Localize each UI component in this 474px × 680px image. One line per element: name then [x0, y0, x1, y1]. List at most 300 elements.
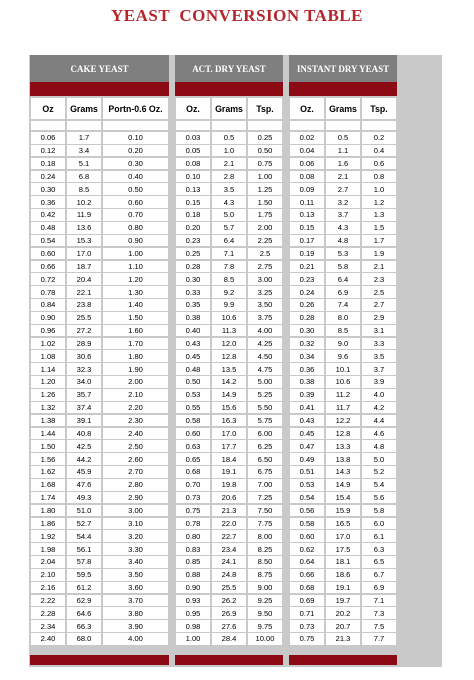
table-cell: 4.50	[248, 350, 282, 362]
table-cell: 0.72	[31, 273, 65, 285]
table-cell: 7.8	[212, 261, 246, 273]
column-header: Tsp.	[248, 98, 282, 119]
table-cell: 0.2	[362, 132, 396, 144]
table-cell: 0.40	[176, 325, 210, 337]
table-cell: 7.1	[212, 248, 246, 260]
table-cell: 1.7	[362, 235, 396, 247]
table-cell: 64.6	[67, 607, 101, 619]
table-cell: 27.6	[212, 620, 246, 632]
table-cell: 2.25	[248, 235, 282, 247]
table-cell: 8.25	[248, 543, 282, 555]
table-cell: 1.32	[31, 402, 65, 414]
table-cell: 3.90	[103, 620, 168, 632]
table-cell: 0.28	[290, 312, 324, 324]
table-cell: 14.9	[326, 479, 360, 491]
table-cell: 3.00	[248, 273, 282, 285]
table-cell: 6.4	[326, 273, 360, 285]
table-cell: 30.6	[67, 350, 101, 362]
table-cell: 6.00	[248, 428, 282, 440]
table-cell: 3.25	[248, 286, 282, 298]
table-cell: 14.9	[212, 389, 246, 401]
table-cell: 2.40	[103, 428, 168, 440]
table-cell: 9.50	[248, 607, 282, 619]
table-cell: 7.5	[362, 620, 396, 632]
table-cell: 2.80	[103, 479, 168, 491]
table-cell: 2.60	[103, 453, 168, 465]
table-cell: 1.62	[31, 466, 65, 478]
table-cell: 0.06	[290, 158, 324, 170]
table-cell: 1.80	[31, 505, 65, 517]
table-cell: 0.30	[290, 325, 324, 337]
table-cell: 0.50	[103, 183, 168, 195]
table-cell: 17.0	[212, 428, 246, 440]
table-cell: 26.9	[212, 607, 246, 619]
group-header-instant-dry-yeast: INSTANT DRY YEAST	[289, 55, 397, 82]
table-cell: 19.7	[326, 595, 360, 607]
table-cell: 1.75	[248, 209, 282, 221]
table-cell: 0.75	[176, 505, 210, 517]
table-cell: 8.5	[67, 183, 101, 195]
table-cell: 2.20	[103, 402, 168, 414]
table-cell: 10.00	[248, 633, 282, 645]
table-cell: 2.10	[31, 569, 65, 581]
table-cell: 1.98	[31, 543, 65, 555]
table-cell: 0.17	[290, 235, 324, 247]
table-cell: 9.00	[248, 582, 282, 594]
table-cell: 7.00	[248, 479, 282, 491]
table-cell: 0.21	[290, 261, 324, 273]
table-cell: 0.60	[31, 248, 65, 260]
table-cell: 59.5	[67, 569, 101, 581]
table-cell: 0.80	[103, 222, 168, 234]
column-header: Oz.	[290, 98, 324, 119]
table-cell: 0.36	[31, 196, 65, 208]
table-cell: 7.75	[248, 518, 282, 530]
table-cell: 1.3	[362, 209, 396, 221]
table-cell: 0.6	[362, 158, 396, 170]
table-cell: 20.6	[212, 492, 246, 504]
table-cell: 1.5	[362, 222, 396, 234]
table-cell: 14.2	[212, 376, 246, 388]
table-cell: 3.80	[103, 607, 168, 619]
table-cell: 2.04	[31, 556, 65, 568]
table-cell: 8.50	[248, 556, 282, 568]
table-cell: 2.75	[248, 261, 282, 273]
table-cell: 44.2	[67, 453, 101, 465]
table-cell: 54.4	[67, 530, 101, 542]
table-cell: 2.3	[362, 273, 396, 285]
table-cell: 0.33	[176, 286, 210, 298]
column-header: Grams	[212, 98, 246, 119]
table-cell: 51.0	[67, 505, 101, 517]
table-cell: 2.30	[103, 415, 168, 427]
table-cell: 6.3	[362, 543, 396, 555]
table-cell: 4.25	[248, 338, 282, 350]
table-cell: 0.49	[290, 453, 324, 465]
table-cell: 24.8	[212, 569, 246, 581]
table-cell: 0.50	[176, 376, 210, 388]
table-cell: 0.06	[31, 132, 65, 144]
table-cell: 24.1	[212, 556, 246, 568]
table-cell: 4.4	[362, 415, 396, 427]
table-cell: 2.10	[103, 389, 168, 401]
table-cell: 4.3	[212, 196, 246, 208]
table-cell: 1.2	[362, 196, 396, 208]
table-cell: 52.7	[67, 518, 101, 530]
table-cell: 1.74	[31, 492, 65, 504]
table-cell: 0.85	[176, 556, 210, 568]
table-cell: 0.70	[103, 209, 168, 221]
table-cell: 5.50	[248, 402, 282, 414]
table-cell: 0.04	[290, 145, 324, 157]
table-cell: 20.2	[326, 607, 360, 619]
table-cell: 18.1	[326, 556, 360, 568]
table-cell: 2.5	[362, 286, 396, 298]
table-cell: 10.6	[326, 376, 360, 388]
table-cell: 0.13	[290, 209, 324, 221]
table-cell: 2.5	[248, 248, 282, 260]
table-cell: 2.9	[362, 312, 396, 324]
table-cell: 6.5	[362, 556, 396, 568]
table-cell: 0.23	[176, 235, 210, 247]
table-cell: 4.00	[103, 633, 168, 645]
table-cell: 3.7	[326, 209, 360, 221]
table-cell: 42.5	[67, 440, 101, 452]
table-cell: 2.1	[212, 158, 246, 170]
table-cell: 3.9	[362, 376, 396, 388]
table-cell: 0.30	[103, 158, 168, 170]
table-cell: 0.19	[290, 248, 324, 260]
table-cell: 5.25	[248, 389, 282, 401]
table-cell: 1.08	[31, 350, 65, 362]
table-cell: 1.90	[103, 363, 168, 375]
table-cell: 6.4	[212, 235, 246, 247]
table-cell: 0.40	[103, 171, 168, 183]
table-cell: 0.60	[103, 196, 168, 208]
table-cell: 2.90	[103, 492, 168, 504]
table-cell: 0.62	[290, 543, 324, 555]
table-cell: 22.0	[212, 518, 246, 530]
table-cell: 0.64	[290, 556, 324, 568]
table-cell: 19.8	[212, 479, 246, 491]
table-cell: 0.66	[290, 569, 324, 581]
table-cell: 6.9	[326, 286, 360, 298]
table-cell: 49.3	[67, 492, 101, 504]
table-cell: 2.16	[31, 582, 65, 594]
table-cell: 62.9	[67, 595, 101, 607]
table-cell: 12.0	[212, 338, 246, 350]
table-cell: 4.8	[326, 235, 360, 247]
table-cell: 10.2	[67, 196, 101, 208]
table-cell: 3.50	[103, 569, 168, 581]
table-cell: 2.00	[103, 376, 168, 388]
table-cell: 16.5	[326, 518, 360, 530]
table-cell: 3.4	[67, 145, 101, 157]
table-cell: 20.4	[67, 273, 101, 285]
table-cell: 8.0	[326, 312, 360, 324]
table-cell: 1.02	[31, 338, 65, 350]
table-cell: 1.60	[103, 325, 168, 337]
table-cell: 22.7	[212, 530, 246, 542]
table-cell: 1.6	[326, 158, 360, 170]
table-cell: 0.48	[176, 363, 210, 375]
column-header: Tsp.	[362, 98, 396, 119]
table-cell: 5.7	[212, 222, 246, 234]
table-cell: 5.00	[248, 376, 282, 388]
table-cell: 0.58	[176, 415, 210, 427]
table-cell: 0.05	[176, 145, 210, 157]
table-cell: 3.1	[362, 325, 396, 337]
table-cell: 0.58	[290, 518, 324, 530]
table-cell: 0.43	[176, 338, 210, 350]
table-cell: 0.53	[290, 479, 324, 491]
table-cell: 0.68	[290, 582, 324, 594]
table-cell: 2.8	[212, 171, 246, 183]
table-cell: 0.54	[31, 235, 65, 247]
table-cell: 0.03	[176, 132, 210, 144]
table-cell: 0.51	[290, 466, 324, 478]
table-cell: 11.2	[326, 389, 360, 401]
table-cell: 4.75	[248, 363, 282, 375]
spacer-cell	[67, 121, 101, 130]
table-cell: 0.28	[176, 261, 210, 273]
table-cell: 15.4	[326, 492, 360, 504]
table-cell: 18.6	[326, 569, 360, 581]
table-cell: 0.78	[31, 286, 65, 298]
table-cell: 10.1	[326, 363, 360, 375]
table-cell: 47.6	[67, 479, 101, 491]
column-header: Portn-0.6 Oz.	[103, 98, 168, 119]
table-cell: 2.34	[31, 620, 65, 632]
table-cell: 4.3	[326, 222, 360, 234]
table-cell: 0.23	[290, 273, 324, 285]
table-cell: 1.50	[248, 196, 282, 208]
group-red-bar	[289, 82, 397, 96]
table-cell: 34.0	[67, 376, 101, 388]
table-cell: 66.3	[67, 620, 101, 632]
table-cell: 0.18	[31, 158, 65, 170]
group-header-cake-yeast: CAKE YEAST	[30, 55, 169, 82]
table-cell: 0.90	[31, 312, 65, 324]
table-cell: 1.38	[31, 415, 65, 427]
table-cell: 17.5	[326, 543, 360, 555]
table-cell: 0.24	[31, 171, 65, 183]
table-cell: 3.5	[362, 350, 396, 362]
table-cell: 10.6	[212, 312, 246, 324]
table-cell: 0.15	[290, 222, 324, 234]
table-cell: 11.3	[212, 325, 246, 337]
spacer-cell	[290, 121, 324, 130]
table-cell: 9.6	[326, 350, 360, 362]
table-cell: 0.34	[290, 350, 324, 362]
table-cell: 4.2	[362, 402, 396, 414]
table-cell: 0.88	[176, 569, 210, 581]
spacer-cell	[31, 121, 65, 130]
table-cell: 1.44	[31, 428, 65, 440]
table-cell: 3.40	[103, 556, 168, 568]
table-cell: 0.38	[176, 312, 210, 324]
spacer-cell	[176, 121, 210, 130]
table-cell: 1.14	[31, 363, 65, 375]
table-cell: 9.25	[248, 595, 282, 607]
table-cell: 0.71	[290, 607, 324, 619]
table-cell: 0.84	[31, 299, 65, 311]
table-cell: 22.1	[67, 286, 101, 298]
table-cell: 25.5	[67, 312, 101, 324]
table-cell: 5.4	[362, 479, 396, 491]
table-cell: 0.56	[290, 505, 324, 517]
table-cell: 35.7	[67, 389, 101, 401]
table-cell: 1.9	[362, 248, 396, 260]
table-cell: 17.0	[326, 530, 360, 542]
table-cell: 0.20	[176, 222, 210, 234]
table-cell: 0.43	[290, 415, 324, 427]
table-cell: 3.50	[248, 299, 282, 311]
table-cell: 0.32	[290, 338, 324, 350]
table-cell: 0.60	[176, 428, 210, 440]
table-cell: 0.54	[290, 492, 324, 504]
table-cell: 0.93	[176, 595, 210, 607]
table-cell: 0.70	[176, 479, 210, 491]
table-cell: 18.4	[212, 453, 246, 465]
table-cell: 0.20	[103, 145, 168, 157]
table-cell: 0.30	[176, 273, 210, 285]
table-cell: 1.20	[31, 376, 65, 388]
table-cell: 0.90	[176, 582, 210, 594]
table-cell: 0.80	[176, 530, 210, 542]
table-cell: 0.8	[362, 171, 396, 183]
table-cell: 3.3	[362, 338, 396, 350]
column-header: Oz.	[176, 98, 210, 119]
table-cell: 0.02	[290, 132, 324, 144]
table-cell: 8.5	[326, 325, 360, 337]
table-cell: 1.25	[248, 183, 282, 195]
table-cell: 12.8	[326, 428, 360, 440]
table-cell: 0.75	[248, 158, 282, 170]
table-cell: 0.47	[290, 440, 324, 452]
table-cell: 2.50	[103, 440, 168, 452]
group-header-act-dry-yeast: ACT. DRY YEAST	[175, 55, 283, 82]
table-cell: 0.63	[176, 440, 210, 452]
table-cell: 11.7	[326, 402, 360, 414]
column-header: Grams	[326, 98, 360, 119]
table-cell: 0.5	[326, 132, 360, 144]
bottom-red-bar	[289, 655, 397, 665]
table-cell: 9.9	[212, 299, 246, 311]
table-cell: 15.9	[326, 505, 360, 517]
table-cell: 0.12	[31, 145, 65, 157]
table-cell: 0.11	[290, 196, 324, 208]
table-cell: 5.8	[362, 505, 396, 517]
table-cell: 0.48	[31, 222, 65, 234]
table-cell: 2.7	[326, 183, 360, 195]
table-cell: 5.2	[362, 466, 396, 478]
table-cell: 21.3	[212, 505, 246, 517]
table-cell: 1.7	[67, 132, 101, 144]
table-cell: 1.10	[103, 261, 168, 273]
table-cell: 68.0	[67, 633, 101, 645]
table-cell: 13.5	[212, 363, 246, 375]
table-cell: 9.75	[248, 620, 282, 632]
table-cell: 0.4	[362, 145, 396, 157]
table-cell: 56.1	[67, 543, 101, 555]
table-cell: 5.0	[212, 209, 246, 221]
table-cell: 1.00	[103, 248, 168, 260]
table-cell: 0.41	[290, 402, 324, 414]
page-title: YEAST CONVERSION TABLE	[111, 6, 363, 25]
table-cell: 0.13	[176, 183, 210, 195]
table-cell: 5.75	[248, 415, 282, 427]
table-cell: 15.6	[212, 402, 246, 414]
table-cell: 1.68	[31, 479, 65, 491]
table-cell: 0.36	[290, 363, 324, 375]
table-cell: 1.50	[31, 440, 65, 452]
bottom-red-bar	[30, 655, 169, 665]
table-cell: 0.39	[290, 389, 324, 401]
table-cell: 4.6	[362, 428, 396, 440]
table-cell: 1.0	[362, 183, 396, 195]
table-cell: 3.2	[326, 196, 360, 208]
table-cell: 6.25	[248, 440, 282, 452]
table-cell: 40.8	[67, 428, 101, 440]
table-cell: 3.10	[103, 518, 168, 530]
table-cell: 0.69	[290, 595, 324, 607]
spacer-cell	[103, 121, 168, 130]
table-cell: 4.8	[362, 440, 396, 452]
table-cell: 4.0	[362, 389, 396, 401]
table-cell: 9.2	[212, 286, 246, 298]
table-cell: 20.7	[326, 620, 360, 632]
table-cell: 8.75	[248, 569, 282, 581]
table-cell: 0.5	[212, 132, 246, 144]
table-cell: 7.3	[362, 607, 396, 619]
table-cell: 0.90	[103, 235, 168, 247]
table-cell: 2.22	[31, 595, 65, 607]
table-cell: 1.56	[31, 453, 65, 465]
table-cell: 0.66	[31, 261, 65, 273]
table-cell: 0.25	[176, 248, 210, 260]
table-cell: 1.40	[103, 299, 168, 311]
table-cell: 7.7	[362, 633, 396, 645]
table-cell: 2.70	[103, 466, 168, 478]
spacer-cell	[212, 121, 246, 130]
table-cell: 4.00	[248, 325, 282, 337]
table-cell: 5.1	[67, 158, 101, 170]
table-cell: 0.30	[31, 183, 65, 195]
table-cell: 26.2	[212, 595, 246, 607]
table-cell: 0.45	[290, 428, 324, 440]
bottom-red-bar	[175, 655, 283, 665]
table-cell: 6.7	[362, 569, 396, 581]
table-cell: 32.3	[67, 363, 101, 375]
table-cell: 0.18	[176, 209, 210, 221]
table-cell: 0.96	[31, 325, 65, 337]
table-cell: 1.00	[176, 633, 210, 645]
table-cell: 15.3	[67, 235, 101, 247]
table-cell: 1.0	[212, 145, 246, 157]
table-cell: 19.1	[326, 582, 360, 594]
table-cell: 0.78	[176, 518, 210, 530]
table-cell: 2.1	[362, 261, 396, 273]
table-cell: 0.10	[103, 132, 168, 144]
column-header: Grams	[67, 98, 101, 119]
table-cell: 3.20	[103, 530, 168, 542]
table-cell: 2.1	[326, 171, 360, 183]
table-cell: 28.9	[67, 338, 101, 350]
table-cell: 0.60	[290, 530, 324, 542]
table-cell: 0.50	[248, 145, 282, 157]
table-cell: 8.00	[248, 530, 282, 542]
